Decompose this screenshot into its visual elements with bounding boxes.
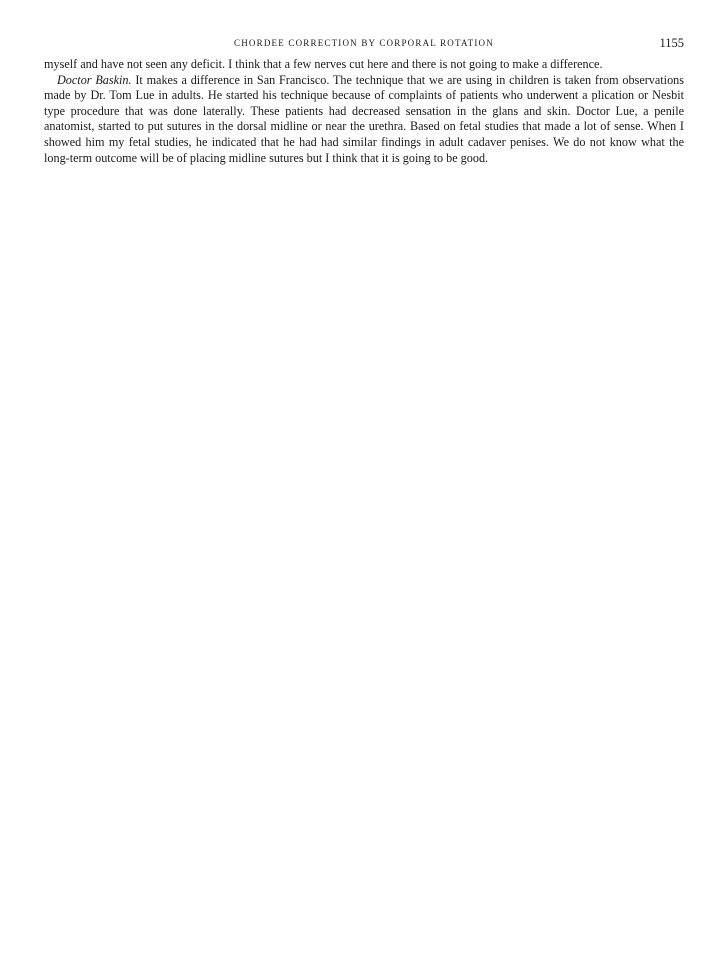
paragraph-1: myself and have not seen any deficit. I think that a few nerves cut here and there is not going to make a difference. — [44, 57, 603, 71]
running-title: CHORDEE CORRECTION BY CORPORAL ROTATION — [234, 38, 494, 48]
paragraph-2-text: It makes a difference in San Francisco. The technique that we are using in children is taken from observations made by Dr. Tom Lue in adults. He started his technique because of complaints of patients who underwent a plication or Nesbit type procedure that was done laterally. These patients had decreased sensation in the glans and skin. Doctor Lue, a penile anatomist, started to put sutures in the dorsal midline or near the urethra. Based on fetal studies that made a lot of sense. When I showed him my fetal studies, he indicated that he had had similar findings in adult cadaver penises. We do not know what the long-term outcome will be of placing midline sutures but I think that it is going to be good. — [44, 72, 685, 165]
running-head — [44, 36, 684, 50]
body-text — [44, 57, 684, 166]
speaker-name: Doctor Baskin. — [57, 72, 132, 87]
paragraph-2 — [44, 73, 684, 167]
page-number: 1155 — [659, 36, 684, 50]
